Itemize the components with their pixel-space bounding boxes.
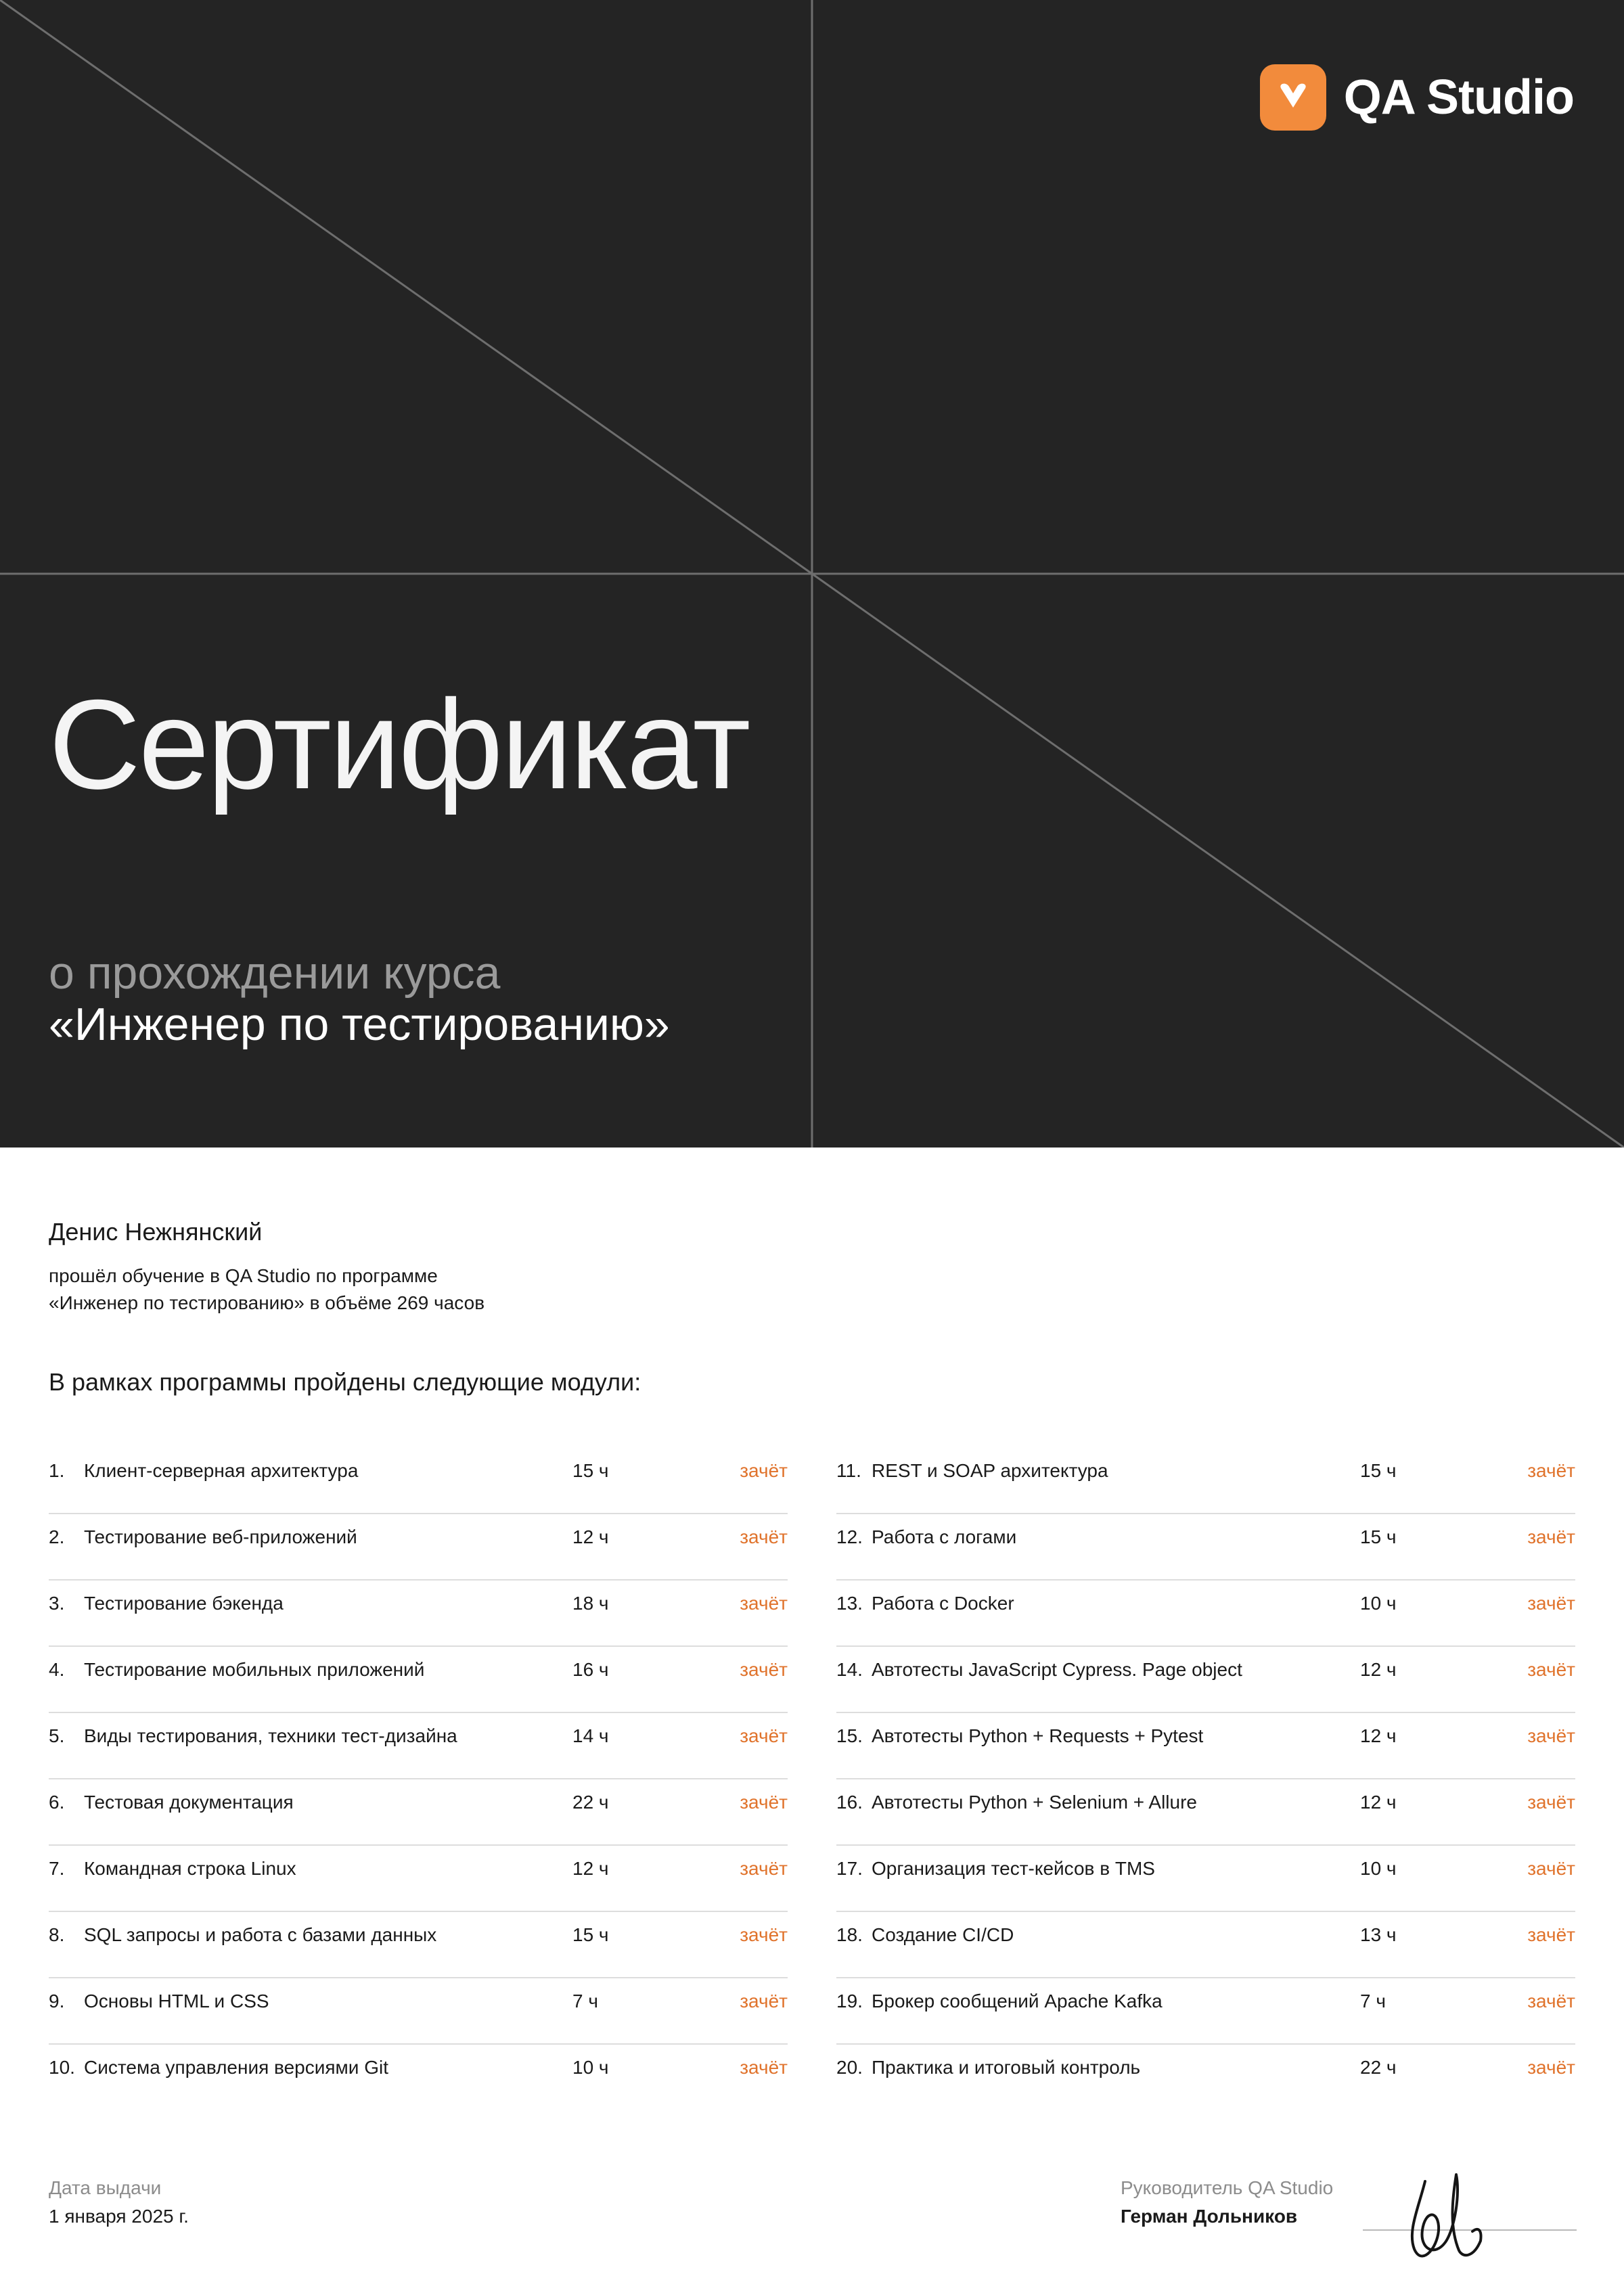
module-name: Практика и итоговый контроль [872, 2057, 1141, 2078]
module-row [836, 1448, 1575, 1514]
module-number: 14. [836, 1659, 863, 1680]
issue-date: 1 января 2025 г. [49, 2206, 189, 2227]
certificate-title: Сертификат [49, 673, 749, 815]
issue-date-label: Дата выдачи [49, 2177, 162, 2198]
module-status: зачёт [1527, 1593, 1575, 1614]
module-name: Автотесты Python + Selenium + Allure [872, 1792, 1197, 1813]
module-row [836, 1779, 1575, 1846]
module-number: 12. [836, 1526, 863, 1547]
signer-name: Герман Дольников [1121, 2206, 1298, 2227]
module-status: зачёт [1527, 1792, 1575, 1813]
module-hours: 15 ч [572, 1460, 609, 1481]
module-name: Виды тестирования, техники тест-дизайна [84, 1725, 457, 1746]
module-row [836, 1581, 1575, 1647]
module-number: 3. [49, 1593, 65, 1614]
module-row [49, 2045, 788, 2111]
module-name: Система управления версиями Git [84, 2057, 388, 2078]
completion-line-2: «Инженер по тестированию» в объёме 269 часов [49, 1292, 485, 1313]
module-row [836, 1912, 1575, 1978]
course-subtitle [49, 947, 670, 1050]
module-hours: 12 ч [1360, 1792, 1397, 1813]
module-name: Создание CI/CD [872, 1924, 1014, 1945]
module-hours: 7 ч [1360, 1991, 1386, 2012]
student-name: Денис Нежнянский [49, 1218, 263, 1246]
module-row [836, 1514, 1575, 1581]
module-hours: 22 ч [572, 1792, 609, 1813]
module-number: 15. [836, 1725, 863, 1746]
module-row [836, 1647, 1575, 1713]
module-status: зачёт [1527, 1991, 1575, 2012]
module-number: 4. [49, 1659, 65, 1680]
module-hours: 15 ч [572, 1924, 609, 1945]
module-status: зачёт [1527, 1858, 1575, 1879]
module-status: зачёт [740, 1792, 788, 1813]
module-row [49, 1448, 788, 1514]
issue-date-block [49, 2179, 189, 2226]
subtitle-prefix: о прохождении курса [49, 947, 501, 999]
module-hours: 16 ч [572, 1659, 609, 1680]
module-number: 10. [49, 2057, 75, 2078]
module-hours: 12 ч [1360, 1659, 1397, 1680]
module-name: Основы HTML и CSS [84, 1991, 269, 2012]
module-status: зачёт [740, 1659, 788, 1680]
module-number: 20. [836, 2057, 863, 2078]
module-number: 8. [49, 1924, 65, 1945]
module-status: зачёт [740, 2057, 788, 2078]
module-hours: 15 ч [1360, 1460, 1397, 1481]
module-hours: 13 ч [1360, 1924, 1397, 1945]
module-name: Организация тест-кейсов в TMS [872, 1858, 1155, 1879]
module-row [49, 1779, 788, 1846]
module-row [49, 1647, 788, 1713]
module-status: зачёт [1527, 1659, 1575, 1680]
module-hours: 12 ч [572, 1526, 609, 1547]
module-name: Командная строка Linux [84, 1858, 296, 1879]
completion-line-1: прошёл обучение в QA Studio по программе [49, 1265, 438, 1286]
module-status: зачёт [740, 1460, 788, 1481]
module-row [49, 1581, 788, 1647]
modules-column-left [49, 1448, 788, 2111]
module-name: SQL запросы и работа с базами данных [84, 1924, 437, 1945]
module-number: 6. [49, 1792, 65, 1813]
module-name: Работа с логами [872, 1526, 1017, 1547]
module-row [49, 1514, 788, 1581]
module-status: зачёт [1527, 1924, 1575, 1945]
module-status: зачёт [740, 1991, 788, 2012]
heart-check-icon [1260, 64, 1326, 131]
module-status: зачёт [1527, 1725, 1575, 1746]
module-number: 2. [49, 1526, 65, 1547]
module-number: 1. [49, 1460, 65, 1481]
completion-description [49, 1263, 484, 1317]
module-name: Тестирование бэкенда [84, 1593, 284, 1614]
module-hours: 10 ч [1360, 1593, 1397, 1614]
module-status: зачёт [1527, 1460, 1575, 1481]
module-name: Тестирование веб-приложений [84, 1526, 357, 1547]
module-number: 19. [836, 1991, 863, 2012]
module-number: 5. [49, 1725, 65, 1746]
module-row [49, 1912, 788, 1978]
modules-heading: В рамках программы пройдены следующие модули: [49, 1368, 641, 1396]
module-status: зачёт [740, 1593, 788, 1614]
module-name: Тестовая документация [84, 1792, 294, 1813]
module-name: Тестирование мобильных приложений [84, 1659, 425, 1680]
module-hours: 18 ч [572, 1593, 609, 1614]
module-hours: 14 ч [572, 1725, 609, 1746]
module-row [49, 1713, 788, 1779]
module-status: зачёт [740, 1526, 788, 1547]
modules-column-right [836, 1448, 1575, 2111]
modules-table [49, 1448, 1575, 2111]
signer-block [1121, 2179, 1333, 2226]
module-name: Клиент-серверная архитектура [84, 1460, 359, 1481]
module-name: Автотесты JavaScript Cypress. Page object [872, 1659, 1242, 1680]
module-status: зачёт [1527, 2057, 1575, 2078]
module-row [836, 1713, 1575, 1779]
module-hours: 7 ч [572, 1991, 598, 2012]
module-status: зачёт [740, 1924, 788, 1945]
module-name: REST и SOAP архитектура [872, 1460, 1108, 1481]
module-name: Работа с Docker [872, 1593, 1014, 1614]
module-hours: 10 ч [572, 2057, 609, 2078]
module-hours: 15 ч [1360, 1526, 1397, 1547]
module-status: зачёт [740, 1725, 788, 1746]
signer-role: Руководитель QA Studio [1121, 2177, 1334, 2198]
module-number: 11. [836, 1460, 861, 1481]
module-row [836, 2045, 1575, 2111]
brand-name: QA Studio [1343, 70, 1574, 124]
module-hours: 12 ч [572, 1858, 609, 1879]
qa-studio-logo [1260, 64, 1574, 131]
module-number: 9. [49, 1991, 65, 2012]
module-status: зачёт [740, 1858, 788, 1879]
module-row [49, 1846, 788, 1912]
module-status: зачёт [1527, 1526, 1575, 1547]
module-number: 7. [49, 1858, 65, 1879]
module-hours: 10 ч [1360, 1858, 1397, 1879]
course-name: «Инженер по тестированию» [49, 999, 670, 1051]
module-number: 13. [836, 1593, 863, 1614]
module-number: 16. [836, 1792, 863, 1813]
module-row [836, 1846, 1575, 1912]
handwritten-signature-icon [1360, 2156, 1577, 2271]
module-row [49, 1978, 788, 2045]
module-hours: 22 ч [1360, 2057, 1397, 2078]
module-name: Брокер сообщений Apache Kafka [872, 1991, 1163, 2012]
module-number: 17. [836, 1858, 863, 1879]
module-row [836, 1978, 1575, 2045]
module-name: Автотесты Python + Requests + Pytest [872, 1725, 1204, 1746]
module-hours: 12 ч [1360, 1725, 1397, 1746]
module-number: 18. [836, 1924, 863, 1945]
